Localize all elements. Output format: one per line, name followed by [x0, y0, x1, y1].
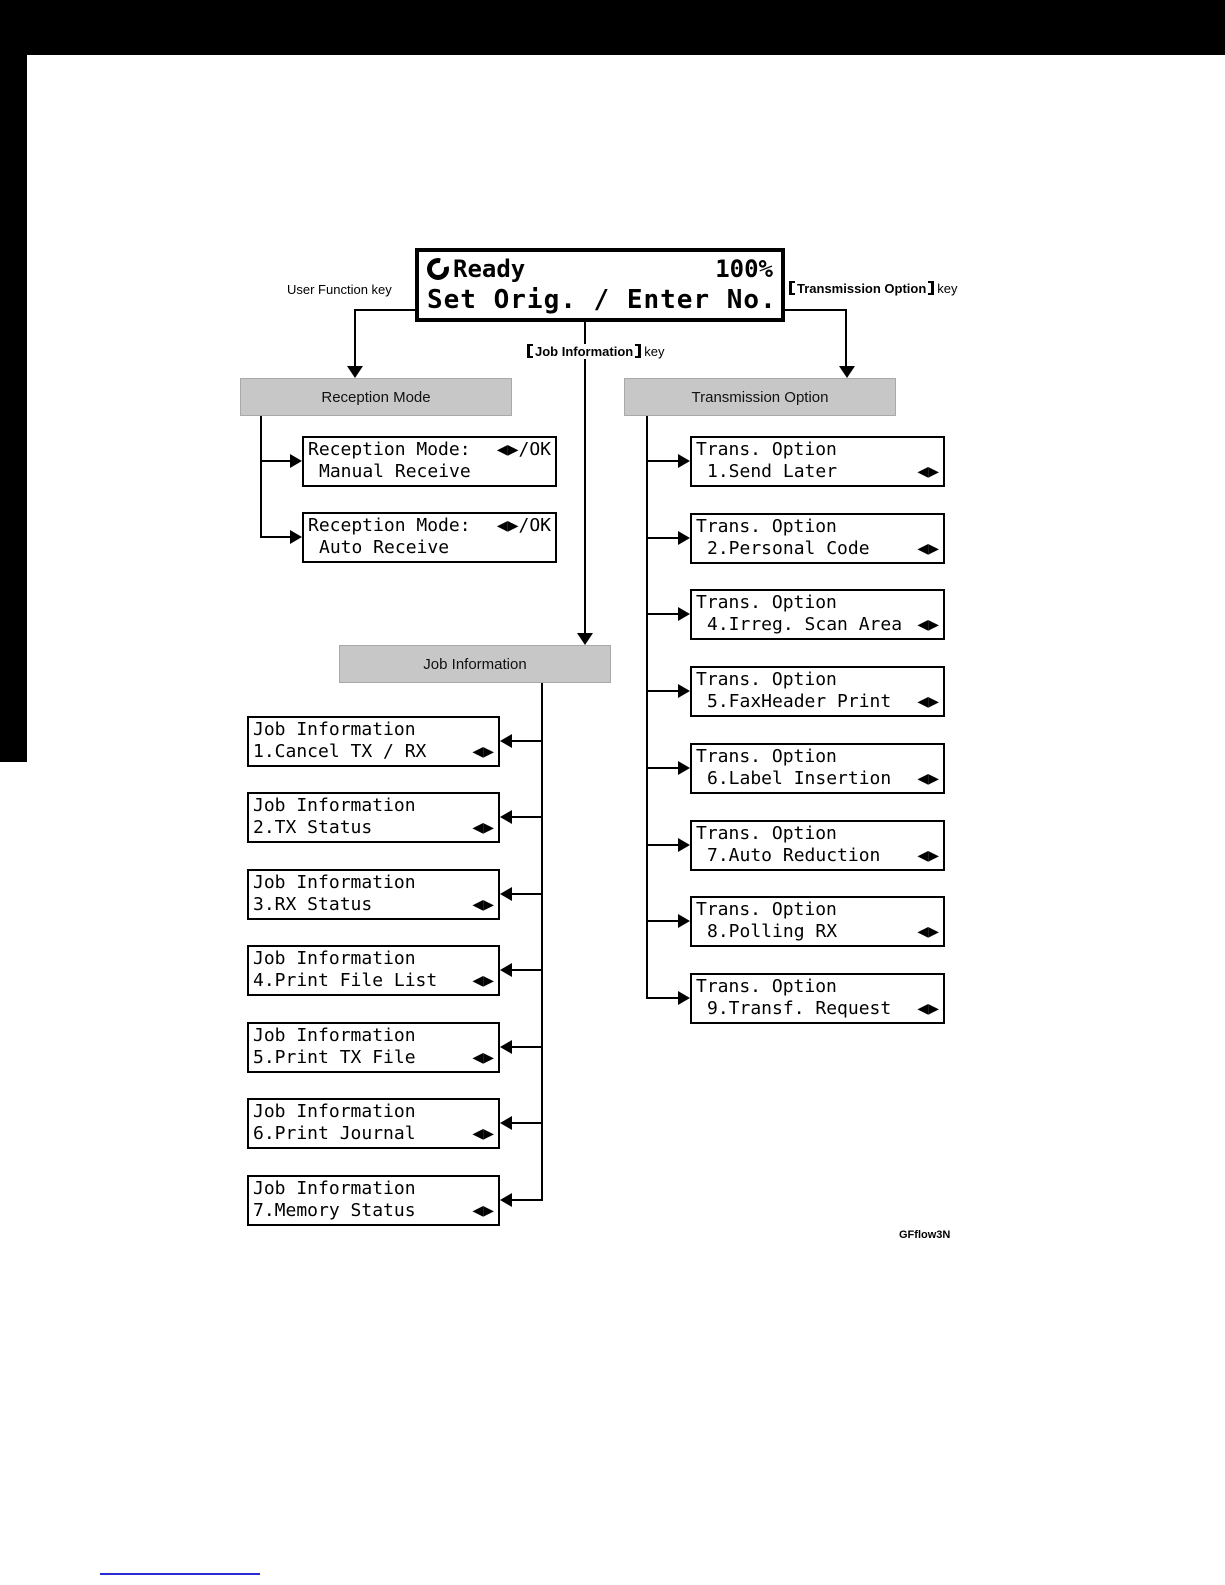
lcd-screen-polling-rx: Trans. Option 8.Polling RX ◀▶: [690, 896, 945, 947]
connector-line: [584, 318, 586, 635]
arrow-down-icon: [839, 366, 855, 378]
close-bracket-icon: [635, 344, 641, 358]
connector-line: [354, 309, 356, 368]
connector-line: [646, 844, 680, 846]
arrow-left-icon: [500, 1040, 512, 1054]
arrow-right-icon: [678, 684, 690, 698]
connector-line: [845, 309, 847, 368]
ok-hint: ◀▶/OK: [496, 515, 551, 536]
footer-link-underline[interactable]: [100, 1573, 260, 1575]
left-right-arrows-icon: ◀▶: [917, 921, 939, 942]
arrow-right-icon: [678, 454, 690, 468]
scan-border-left: [0, 0, 27, 762]
job-information-key-label: Job Information key: [524, 344, 667, 359]
left-right-arrows-icon: ◀▶: [472, 1200, 494, 1221]
left-right-arrows-icon: ◀▶: [472, 817, 494, 838]
left-right-arrows-icon: ◀▶: [472, 741, 494, 762]
connector-line: [646, 997, 680, 999]
arrow-right-icon: [678, 991, 690, 1005]
lcd-screen-rx-status: Job Information 3.RX Status ◀▶: [247, 869, 500, 920]
job-information-header: Job Information: [339, 645, 611, 683]
arrow-right-icon: [678, 838, 690, 852]
lcd-screen-print-file-list: Job Information 4.Print File List ◀▶: [247, 945, 500, 996]
lcd-screen-cancel-tx-rx: Job Information 1.Cancel TX / RX ◀▶: [247, 716, 500, 767]
connector-line: [510, 1046, 543, 1048]
lcd-screen-transf-request: Trans. Option 9.Transf. Request ◀▶: [690, 973, 945, 1024]
lcd-screen-tx-status: Job Information 2.TX Status ◀▶: [247, 792, 500, 843]
display-prompt: Set Orig. / Enter No.: [427, 285, 777, 315]
arrow-left-icon: [500, 887, 512, 901]
arrow-down-icon: [577, 633, 593, 645]
reception-mode-header: Reception Mode: [240, 378, 512, 416]
arrow-right-icon: [290, 454, 302, 468]
connector-line: [260, 460, 292, 462]
figure-id: GFflow3N: [899, 1229, 951, 1241]
arrow-right-icon: [678, 607, 690, 621]
display-status: Ready: [453, 255, 526, 283]
connector-line: [355, 309, 417, 311]
left-right-arrows-icon: ◀▶: [917, 538, 939, 559]
connector-line: [510, 893, 543, 895]
arrow-down-icon: [347, 366, 363, 378]
connector-line: [783, 309, 847, 311]
fax-lcd-display: [415, 248, 785, 322]
left-right-arrows-icon: ◀▶: [917, 768, 939, 789]
left-right-arrows-icon: ◀▶: [472, 970, 494, 991]
arrow-right-icon: [678, 761, 690, 775]
open-bracket-icon: [789, 281, 795, 295]
close-bracket-icon: [928, 281, 934, 295]
arrow-right-icon: [678, 531, 690, 545]
lcd-screen-memory-status: Job Information 7.Memory Status ◀▶: [247, 1175, 500, 1226]
connector-line: [646, 690, 680, 692]
connector-line: [510, 740, 543, 742]
arrow-right-icon: [678, 914, 690, 928]
connector-line: [646, 613, 680, 615]
arrow-left-icon: [500, 1193, 512, 1207]
user-function-key-label: User Function key: [287, 282, 392, 297]
scan-border-top: [0, 0, 1225, 55]
left-right-arrows-icon: ◀▶: [472, 1123, 494, 1144]
connector-line: [646, 460, 680, 462]
lcd-screen-faxheader-print: Trans. Option 5.FaxHeader Print ◀▶: [690, 666, 945, 717]
arrow-right-icon: [290, 530, 302, 544]
connector-line: [510, 1122, 543, 1124]
arrow-left-icon: [500, 734, 512, 748]
connector-line: [646, 537, 680, 539]
connector-line: [510, 816, 543, 818]
open-bracket-icon: [527, 344, 533, 358]
left-right-arrows-icon: ◀▶: [917, 691, 939, 712]
left-right-arrows-icon: ◀▶: [472, 894, 494, 915]
arrow-left-icon: [500, 1116, 512, 1130]
lcd-screen-send-later: Trans. Option 1.Send Later ◀▶: [690, 436, 945, 487]
connector-line: [260, 416, 262, 538]
lcd-screen-personal-code: Trans. Option 2.Personal Code ◀▶: [690, 513, 945, 564]
left-right-arrows-icon: ◀▶: [917, 614, 939, 635]
transmission-option-header: Transmission Option: [624, 378, 896, 416]
connector-line: [646, 767, 680, 769]
lcd-screen-manual-receive: Reception Mode: ◀▶/OK Manual Receive: [302, 436, 557, 487]
connector-line: [510, 969, 543, 971]
ok-hint: ◀▶/OK: [496, 439, 551, 460]
lcd-screen-auto-reduction: Trans. Option 7.Auto Reduction ◀▶: [690, 820, 945, 871]
arrow-left-icon: [500, 963, 512, 977]
lcd-screen-label-insertion: Trans. Option 6.Label Insertion ◀▶: [690, 743, 945, 794]
left-right-arrows-icon: ◀▶: [472, 1047, 494, 1068]
left-right-arrows-icon: ◀▶: [917, 461, 939, 482]
lcd-screen-print-journal: Job Information 6.Print Journal ◀▶: [247, 1098, 500, 1149]
connector-line: [510, 1199, 543, 1201]
connector-line: [646, 920, 680, 922]
display-zoom-percent: 100%: [715, 255, 773, 283]
standby-icon: [427, 258, 449, 280]
connector-line: [646, 416, 648, 998]
connector-line: [260, 536, 292, 538]
transmission-option-key-label: Transmission Option key: [789, 281, 958, 296]
arrow-left-icon: [500, 810, 512, 824]
lcd-screen-irreg-scan-area: Trans. Option 4.Irreg. Scan Area ◀▶: [690, 589, 945, 640]
left-right-arrows-icon: ◀▶: [917, 998, 939, 1019]
lcd-screen-auto-receive: Reception Mode: ◀▶/OK Auto Receive: [302, 512, 557, 563]
left-right-arrows-icon: ◀▶: [917, 845, 939, 866]
lcd-screen-print-tx-file: Job Information 5.Print TX File ◀▶: [247, 1022, 500, 1073]
